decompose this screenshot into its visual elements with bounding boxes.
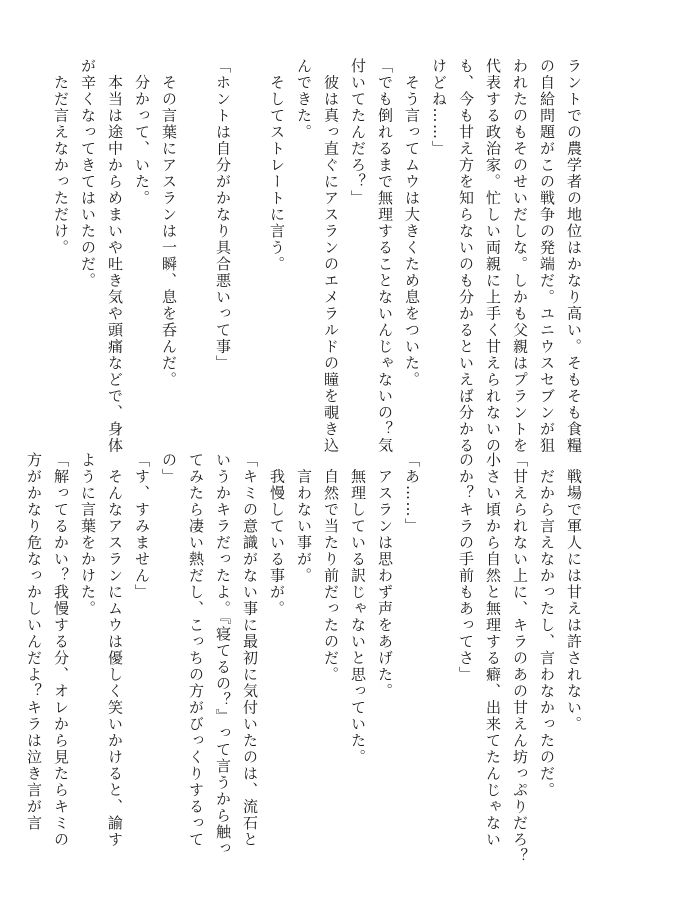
- text-line: 我慢している事が。: [268, 452, 286, 617]
- text-line: 「キミの意識がない事に最初に気付いたのは、流石と: [241, 452, 259, 848]
- text-line: 代表する政治家。忙しい両親に上手く甘えられないの: [484, 58, 502, 454]
- text-line: いうかキラだったよ。『寝てるの？』って言うから触っ: [214, 452, 232, 857]
- text-line: そしてストレートに言う。: [268, 58, 286, 273]
- text-line: [236, 58, 263, 438]
- text-line: 戦場で軍人には甘えは許されない。: [565, 452, 583, 733]
- text-line: の」: [160, 452, 178, 485]
- text-line: ように言葉をかけた。: [79, 452, 97, 617]
- text-line: 本当は途中からめまいや吐き気や頭痛などで、身体: [106, 58, 124, 454]
- text-line: 小さい頃から自然と無理する癖、出来てたんじゃない: [484, 452, 502, 848]
- text-line: 「でも倒れるまで無理することないんじゃないの？気: [376, 58, 394, 454]
- text-line: んできた。: [295, 58, 313, 141]
- text-line: 言わない事が。: [295, 452, 313, 584]
- text-line: 付いてたんだろ？」: [349, 58, 367, 207]
- text-line: 「解ってるかい？我慢する分、オレから見たらキミの: [52, 452, 70, 848]
- text-line: の自給問題がこの戦争の発端だ。ユニウスセブンが狙: [538, 58, 556, 454]
- text-line: [425, 452, 452, 832]
- text-line: そう言ってムウは大きくため息をついた。: [403, 58, 421, 388]
- text-line: 分かって、いた。: [133, 58, 151, 207]
- text-line: 「あ……」: [403, 452, 421, 535]
- text-line: 「ホントは自分がかなり具合悪いって事」: [214, 58, 232, 372]
- text-line: 自然で当たり前だったのだ。: [322, 452, 340, 683]
- text-line: そんなアスランにムウは優しく笑いかけると、諭す: [106, 452, 124, 848]
- text-line: ラントでの農学者の地位はかなり高い。そもそも食糧: [565, 58, 583, 454]
- text-line: 「す、すみません」: [133, 452, 151, 601]
- text-line: だから言えなかったし、言わなかったのだ。: [538, 452, 556, 799]
- text-line: が辛くなってきてはいたのだ。: [79, 58, 97, 289]
- text-line: ただ言えなかっただけ。: [52, 58, 70, 256]
- text-line: その言葉にアスランは一瞬、息を呑んだ。: [160, 58, 178, 388]
- text-line: われたのもそのせいだしな。しかも父親はプラントを: [511, 58, 529, 454]
- text-line: も、今も甘え方を知らないのも分かるといえば分かる: [457, 58, 475, 454]
- upper-text-block: [47, 58, 587, 454]
- text-line: [182, 58, 209, 438]
- text-line: のか？キラの手前もあってさ」: [457, 452, 475, 683]
- text-line: 方がかなり危なっかしいんだよ？キラは泣き言が言: [25, 452, 43, 832]
- text-line: てみたら凄い熱だし、こっちの方がびっくりするって: [187, 452, 205, 848]
- text-line: アスランは思わず声をあげた。: [376, 452, 394, 700]
- text-line: 無理している訳じゃないと思っていた。: [349, 452, 367, 766]
- text-line: 「甘えられない上に、キラのあの甘えん坊っぷりだろ？: [511, 452, 529, 865]
- lower-text-block: [20, 452, 587, 865]
- text-line: 彼は真っ直ぐにアスランのエメラルドの瞳を覗き込: [322, 58, 340, 454]
- text-line: けどね……」: [430, 58, 448, 157]
